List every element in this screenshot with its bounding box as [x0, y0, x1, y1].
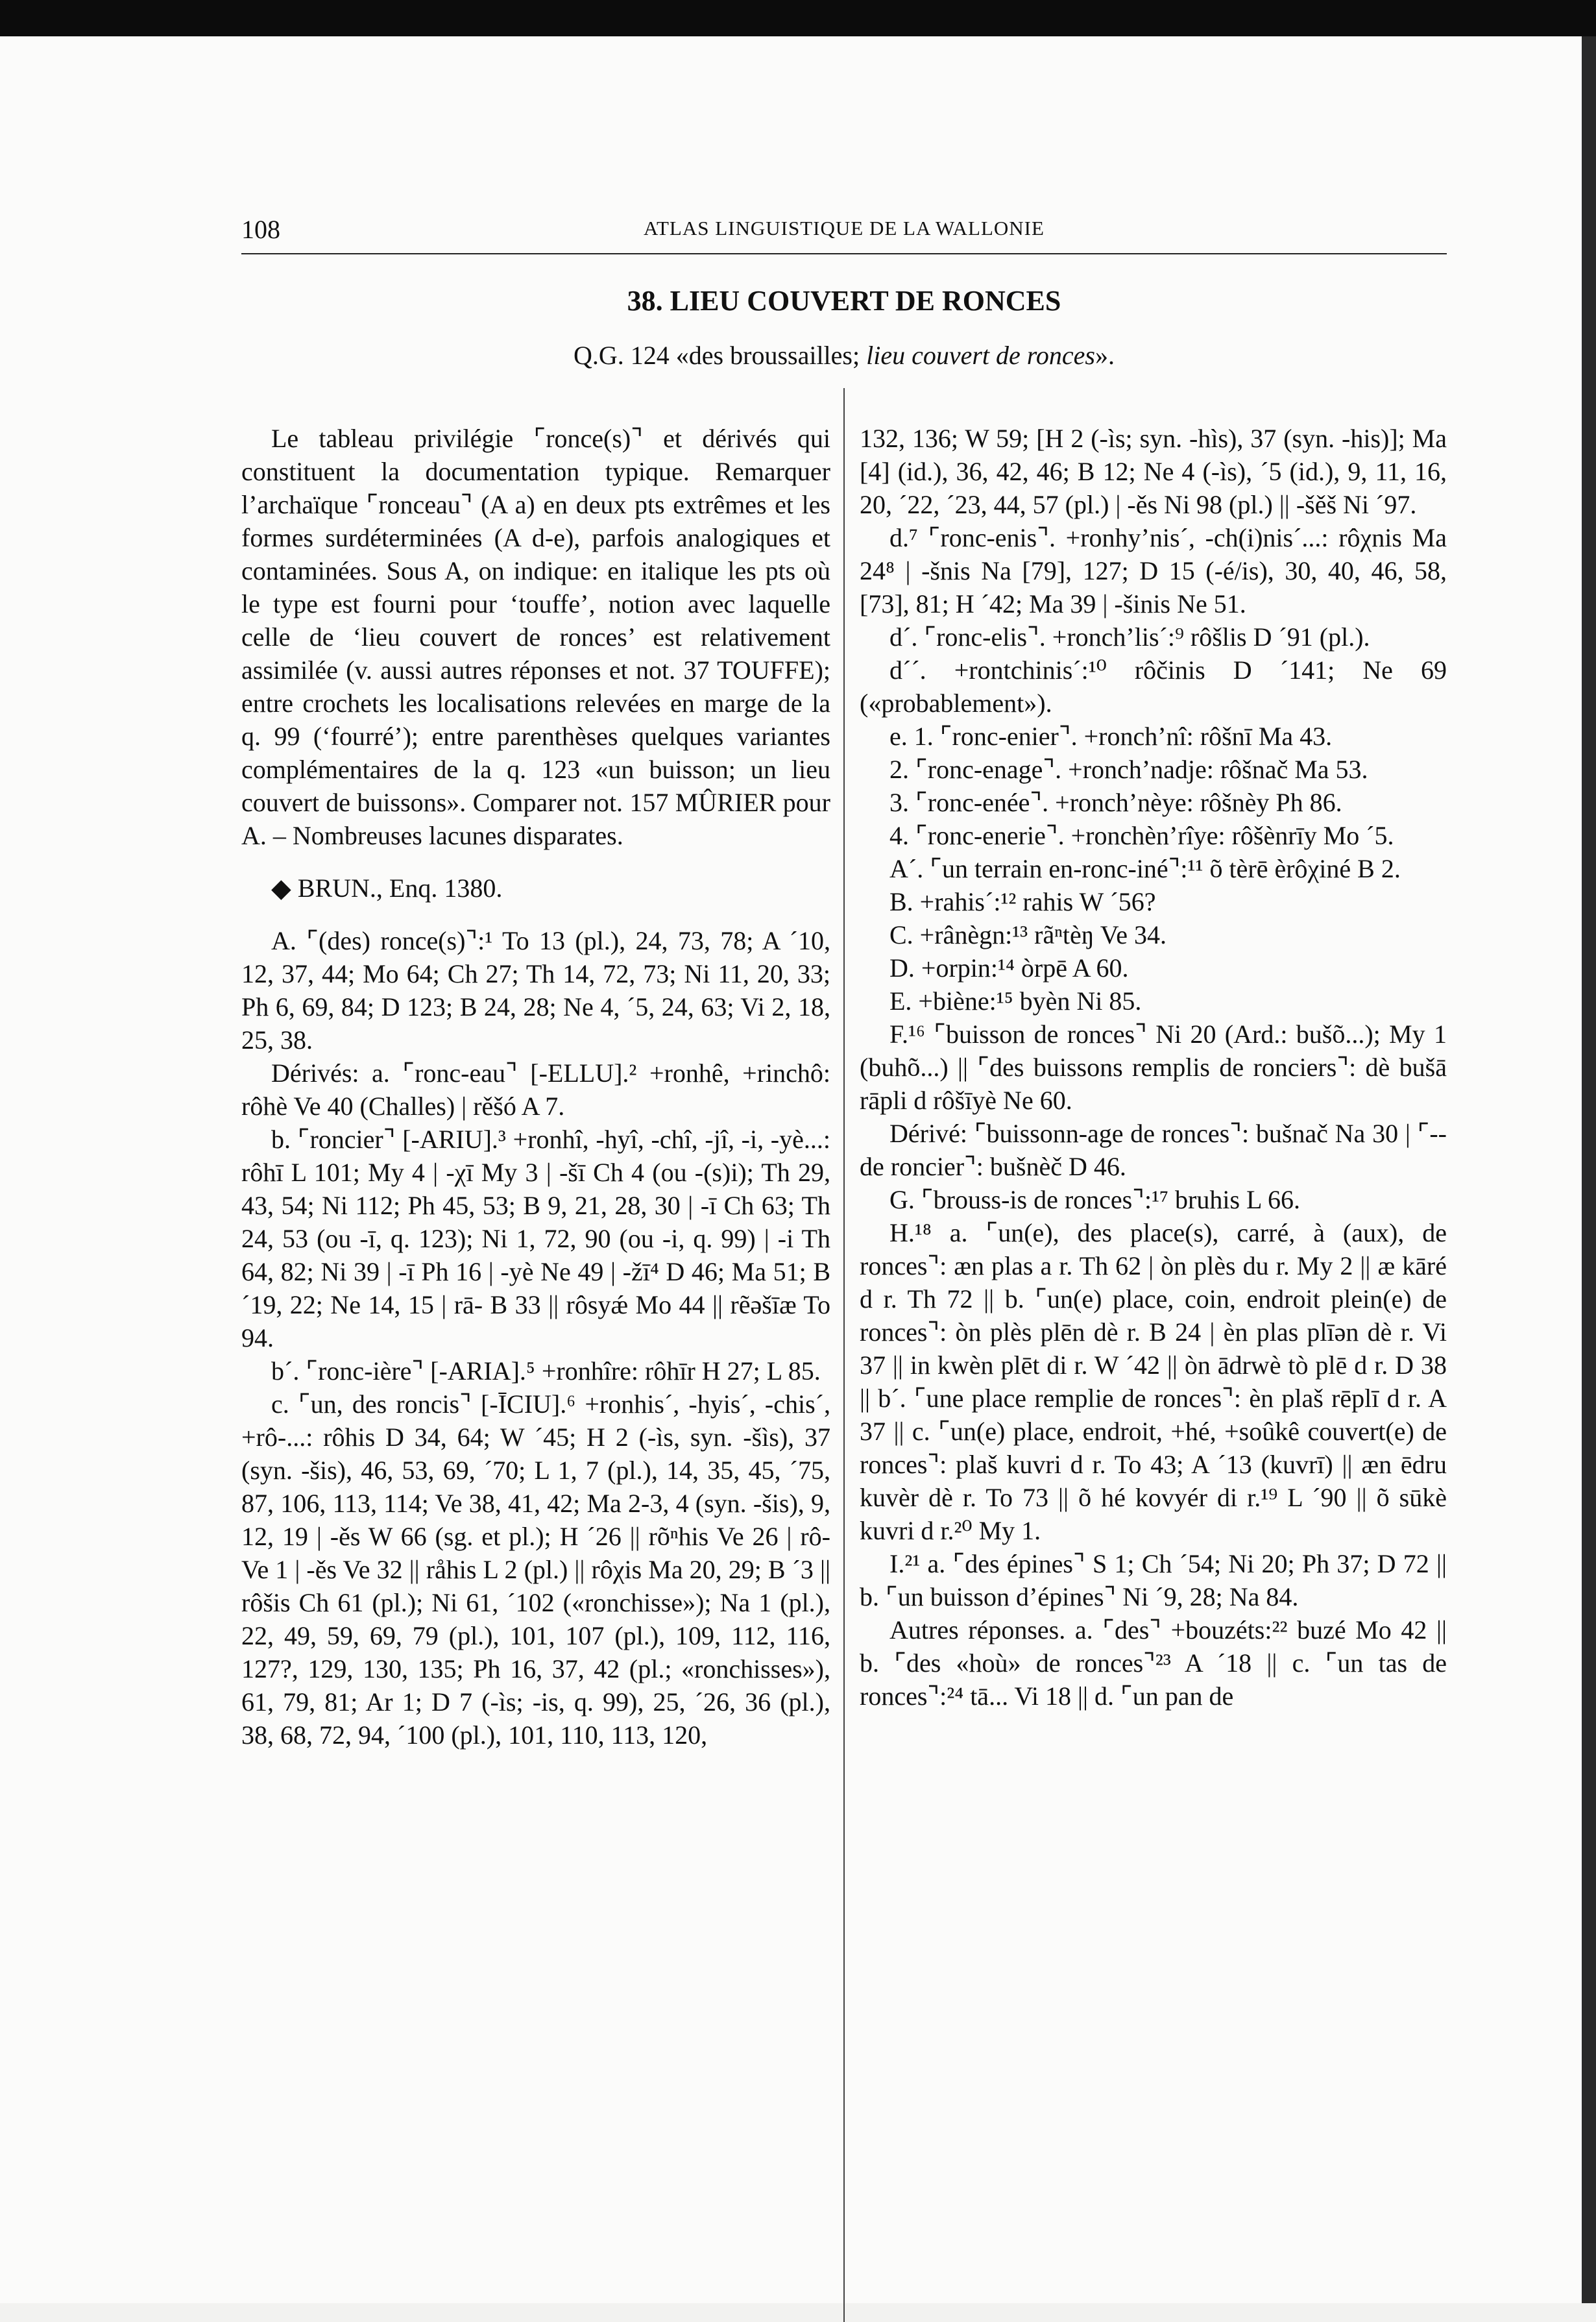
type-f-derived-paragraph: Dérivé: ⌜buissonn-age de ronces⌝: bušnač Na 30 | ⌜-- de roncier⌝: bušnèč D 46. — [860, 1119, 1447, 1181]
type-a-prime-paragraph: A´. ⌜un terrain en-ronc-iné⌝:¹¹ õ tèrē èrôχiné B 2. — [889, 854, 1401, 883]
derived-d-prime-paragraph: d´. ⌜ronc-elis⌝. +ronch’lis´:⁹ rôšlis D ´91 (pl.). — [889, 622, 1370, 652]
derived-e1-paragraph: e. 1. ⌜ronc-enier⌝. +ronch’nî: rôšnī Ma 43. — [889, 722, 1333, 751]
other-answers-paragraph: Autres réponses. a. ⌜des⌝ +bouzéts:²² buzé Mo 42 || b. ⌜des «hoù» de ronces⌝²³ A ´18 || c. ⌜un tas de ronces⌝:²⁴ tā... Vi 18 || d. ⌜un pan de — [860, 1615, 1447, 1711]
derived-b-paragraph: b. ⌜roncier⌝ [-ARIU].³ +ronhî, -hyî, -chî, -jî, -i, -yè...: rôhī L 101; My 4 | -χī My 3 | -šī Ch 4 (ou -(s)i); Th 29, 43, 54; Ni 112; Ph 45, 53; B 9, 21, 28, 30 | -ī Ch 63; Th 24, 53 (ou -ī, q. 123); Ni 1, 72, 90 (ou -i, q. 99) | -i Th 64, 82; Ni 39 | -ī Ph 16 | -yè Ne 49 | -žī⁴ D 46; Ma 51; B ´19, 22; Ne 14, 15 | rā- B 33 || rôsyǽ Mo 44 || rẽəšīæ To 94. — [241, 1125, 830, 1352]
derived-a-paragraph: Dérivés: a. ⌜ronc-eau⌝ [-ELLU].² +ronhê, +rinchô: rôhè Ve 40 (Challes) | rěšó A 7. — [241, 1058, 830, 1121]
type-b-paragraph: B. +rahis´:¹² rahis W ´56? — [889, 887, 1156, 916]
derived-c-paragraph: c. ⌜un, des roncis⌝ [-ĪCIU].⁶ +ronhis´, -hyis´, -chis´, +rô-...: rôhis D 34, 64; W ´45; H 2 (-ìs, syn. -šìs), 37 (syn. -šis), 46, 53, 69, ´70; L 1, 7 (pl.), 14, 35, 45, ´75, 87, 106, 113, 114; Ve 38, 41, 42; Ma 2-3, 4 (syn. -šis), 9, 12, 19 | -ěs W 66 (sg. et pl.); H ´26 || rõⁿhis Ve 26 | rô- Ve 1 | -ěs Ve 32 || råhis L 2 (pl.) || rôχis Ma 20, 29; B ´3 || rôšis Ch 61 (pl.); Ni 61, ´102 («ronchisse»); Na 1 (pl.), 22, 49, 59, 69, 79 (pl.), 101, 107 (pl.), 109, 112, 116, 127?, 129, 130, 135; Ph 16, 37, 42 (pl.; «ronchisses»), 61, 79, 81; Ar 1; D 7 (-ìs; -is, q. 99), 25, ´26, 36 (pl.), 38, 68, 72, 94, ´100 (pl.), 101, 110, 113, 120, — [241, 1389, 830, 1750]
scan-right-edge — [1582, 36, 1596, 2303]
derived-e3-paragraph: 3. ⌜ronc-enée⌝. +ronch’nèye: rôšnèy Ph 86. — [889, 788, 1342, 817]
right-column — [860, 422, 1447, 1713]
derived-e2-paragraph: 2. ⌜ronc-enage⌝. +ronch’nadje: rôšnač Ma 53. — [889, 755, 1368, 784]
type-g-paragraph: G. ⌜brouss-is de ronces⌝:¹⁷ bruhis L 66. — [889, 1185, 1300, 1214]
derived-b-prime-paragraph: b´. ⌜ronc-ière⌝ [-ARIA].⁵ +ronhîre: rôhīr H 27; L 85. — [271, 1356, 821, 1386]
question-prefix: Q.G. 124 «des broussailles; — [574, 341, 867, 370]
derived-e4-paragraph: 4. ⌜ronc-enerie⌝. +ronchèn’rîye: rôšènrīy Mo ´5. — [889, 821, 1394, 850]
map-title: 38. LIEU COUVERT DE RONCES — [627, 285, 1061, 317]
type-i-paragraph: I.²¹ a. ⌜des épines⌝ S 1; Ch ´54; Ni 20; Ph 37; D 72 || b. ⌜un buisson d’épines⌝ Ni ´9, 28; Na 84. — [860, 1549, 1447, 1611]
question-italic: lieu couvert de ronces — [866, 341, 1095, 370]
page-number: 108 — [241, 215, 280, 244]
derived-d-double-prime-paragraph: d´´. +rontchinis´:¹⁰ rôčinis D ´141; Ne 69 («probablement»). — [860, 655, 1447, 718]
left-column — [241, 422, 830, 1752]
bibliography-line: ◆ BRUN., Enq. 1380. — [271, 874, 503, 903]
type-c-paragraph: C. +rânègn:¹³ rãⁿtèŋ Ve 34. — [889, 920, 1167, 949]
running-header — [241, 214, 1447, 253]
header-rule — [241, 253, 1447, 254]
question-suffix: ». — [1094, 341, 1115, 370]
derived-d-paragraph: d.⁷ ⌜ronc-enis⌝. +ronhy’nis´, -ch(i)nis´...: rôχnis Ma 24⁸ | -šnis Na [79], 127; D 15 (-é/is), 30, 40, 46, 58, [73], 81; H ´42; Ma 39 | -šinis Ne 51. — [860, 523, 1447, 618]
column-divider — [843, 388, 845, 2322]
running-title: ATLAS LINGUISTIQUE DE LA WALLONIE — [644, 217, 1045, 239]
question-line — [241, 340, 1447, 371]
intro-paragraph: Le tableau privilégie ⌜ronce(s)⌝ et dérivés qui constituent la documentation typique. Remarquer l’archaïque ⌜ronceau⌝ (A a) en deux pts extrêmes et les formes surdéterminées (A d-e), parfois analogiques et contaminées. Sous A, on indique: en italique les pts où le type est fourni pour ‘touffe’, notion avec laquelle celle de ‘lieu couvert de ronces’ est relativement assimilée (v. aussi autres réponses et not. 37 TOUFFE); entre crochets les localisations relevées en marge de la q. 99 (‘fourré’); entre parenthèses quelques variantes complémentaires de la q. 123 «un buisson; un lieu couvert de buissons». Comparer not. 157 MÛRIER pour A. – Nombreuses lacunes disparates. — [241, 424, 830, 850]
type-a-paragraph: A. ⌜(des) ronce(s)⌝:¹ To 13 (pl.), 24, 73, 78; A ´10, 12, 37, 44; Mo 64; Ch 27; Th 14, 72, 73; Ni 11, 20, 33; Ph 6, 69, 84; D 123; B 24, 28; Ne 4, ´5, 24, 63; Vi 2, 18, 25, 38. — [241, 926, 830, 1055]
scan-top-band — [0, 0, 1596, 36]
continuation-paragraph: 132, 136; W 59; [H 2 (-ìs; syn. -hìs), 37 (syn. -his)]; Ma [4] (id.), 36, 42, 46; B 12; Ne 4 (-ìs), ´5 (id.), 9, 11, 16, 20, ´22, ´23, 44, 57 (pl.) | -ěs Ni 98 (pl.) || -šěš Ni ´97. — [860, 424, 1447, 519]
type-e-paragraph: E. +biène:¹⁵ byèn Ni 85. — [889, 986, 1142, 1016]
type-f-paragraph: F.¹⁶ ⌜buisson de ronces⌝ Ni 20 (Ard.: bušõ...); My 1 (buhõ...) || ⌜des buissons remplis de ronciers⌝: dè bušā rāpli d rôšīyè Ne 60. — [860, 1020, 1447, 1115]
type-d-paragraph: D. +orpin:¹⁴ òrpē A 60. — [889, 953, 1129, 983]
type-h-paragraph: H.¹⁸ a. ⌜un(e), des place(s), carré, à (aux), de ronces⌝: æn plas a r. Th 62 | òn plès du r. My 2 || æ kāré d r. Th 72 || b. ⌜un(e) place, coin, endroit plein(e) de ronces⌝: òn plès plēn dè r. B 24 | èn plas plīən dè r. Vi 37 || in kwèn plēt di r. W ´42 || òn ādrwè tò plē d r. D 38 || b´. ⌜une place remplie de ronces⌝: èn plaš rēplī d r. A 37 || c. ⌜un(e) place, endroit, +hé, +soûkê couvert(e) de ronces⌝: plaš kuvri d r. To 43; A ´13 (kuvrī) || æn ēdru kuvèr dè r. To 73 || õ hé kovyér di r.¹⁹ L ´90 || õ sūkè kuvri d r.²⁰ My 1. — [860, 1218, 1447, 1545]
